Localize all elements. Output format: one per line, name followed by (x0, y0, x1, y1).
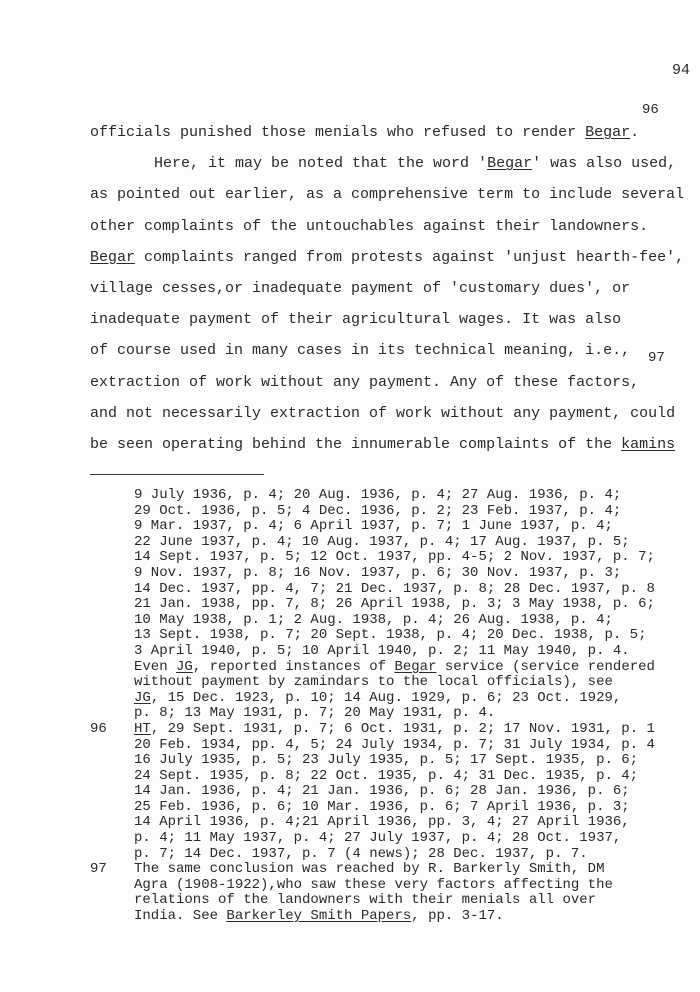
body-line-8: of course used in many cases in its technical meaning, i.e., (90, 342, 631, 360)
term-begar: Begar (585, 124, 631, 141)
term-begar: Begar (487, 155, 533, 173)
footnote-95-continued (90, 488, 700, 722)
footnotes (90, 488, 700, 925)
footnote-line: 13 Sept. 1938, p. 7; 20 Sept. 1938, p. 4; 20 Dec. 1938, p. 5; (134, 627, 647, 644)
source-jg: JG (176, 658, 193, 675)
body-line-6: village cesses,or inadequate payment of 'customary dues', or (90, 280, 631, 298)
footnote-line: India. See Barkerley Smith Papers, pp. 3-17. (134, 908, 504, 925)
footnote-line: 10 May 1938, p. 1; 2 Aug. 1938, p. 4; 26 Aug. 1938, p. 4; (134, 611, 613, 628)
body-line-3: as pointed out earlier, as a comprehensive term to include several (90, 186, 685, 204)
footnote-line: p. 8; 13 May 1931, p. 7; 20 May 1931, p. 4. (134, 705, 496, 722)
footnote-line: p. 4; 11 May 1937, p. 4; 27 July 1937, p. 4; 28 Oct. 1937, (134, 830, 622, 847)
footnote-line: Even JG, reported instances of Begar service (service rendered (134, 658, 655, 675)
footnote-line: 24 Sept. 1935, p. 8; 22 Oct. 1935, p. 4; 31 Dec. 1935, p. 4; (134, 767, 639, 784)
footnote-separator (90, 474, 264, 475)
body-line-2: Here, it may be noted that the word 'Begar' was also used, (154, 155, 677, 173)
body-line-1: officials punished those menials who refused to render Begar. 96 (90, 117, 690, 148)
footnote-line: 3 April 1940, p. 5; 10 April 1940, p. 2; 11 May 1940, p. 4. (134, 642, 630, 659)
footnote-line: JG, 15 Dec. 1923, p. 10; 14 Aug. 1929, p. 6; 23 Oct. 1929, (134, 689, 622, 706)
body-line-10: and not necessarily extraction of work without any payment, could (90, 404, 676, 422)
footnote-line: 14 Sept. 1937, p. 5; 12 Oct. 1937, pp. 4-5; 2 Nov. 1937, p. 7; (134, 549, 655, 566)
page-number: 94 (672, 62, 691, 79)
footnote-line: 29 Oct. 1936, p. 5; 4 Dec. 1936, p. 2; 23 Feb. 1937, p. 4; (134, 502, 622, 519)
footnote-line: 9 Mar. 1937, p. 4; 6 April 1937, p. 7; 1 June 1937, p. 4; (134, 518, 613, 535)
footnote-number: 96 (90, 720, 107, 737)
footnote-ref-97: 97 (648, 349, 665, 366)
body-line-9: extraction of work without any payment. Any of these factors, 97 (90, 367, 690, 398)
footnote-line: 9 July 1936, p. 4; 20 Aug. 1936, p. 4; 27 Aug. 1936, p. 4; (134, 487, 622, 503)
source-barkerley-smith-papers: Barkerley Smith Papers (226, 908, 412, 925)
body-line-11: be seen operating behind the innumerable complaints of the kamins (90, 436, 676, 454)
footnote-97 (90, 862, 700, 924)
footnote-line: The same conclusion was reached by R. Barkerly Smith, DM (134, 861, 605, 878)
source-jg: JG (134, 689, 151, 706)
footnote-line: 14 April 1936, p. 4;21 April 1936, pp. 3, 4; 27 April 1936, (134, 814, 630, 831)
term-begar: Begar (394, 658, 437, 675)
footnote-line: 14 Jan. 1936, p. 4; 21 Jan. 1936, p. 6; 28 Jan. 1936, p. 6; (134, 783, 630, 800)
footnote-line: 20 Feb. 1934, pp. 4, 5; 24 July 1934, p. 7; 31 July 1934, p. 4 (134, 736, 655, 753)
source-ht: HT (134, 720, 151, 737)
footnote-line: 14 Dec. 1937, pp. 4, 7; 21 Dec. 1937, p. 8; 28 Dec. 1937, p. 8 (134, 580, 655, 597)
footnote-line: without payment by zamindars to the local officials), see (134, 674, 613, 691)
footnote-line: p. 7; 14 Dec. 1937, p. 7 (4 news); 28 Dec. 1937, p. 7. (134, 845, 588, 862)
term-kamins: kamins (621, 436, 676, 454)
term-begar: Begar (90, 248, 136, 266)
footnote-line: 9 Nov. 1937, p. 8; 16 Nov. 1937, p. 6; 30 Nov. 1937, p. 3; (134, 564, 622, 581)
footnote-96 (90, 722, 700, 862)
body-line-5: Begar complaints ranged from protests against 'unjust hearth-fee', (90, 248, 685, 266)
footnote-line: HT, 29 Sept. 1931, p. 7; 6 Oct. 1931, p. 2; 17 Nov. 1931, p. 1 (134, 720, 655, 737)
footnote-line: 21 Jan. 1938, pp. 7, 8; 26 April 1938, p. 3; 3 May 1938, p. 6; (134, 596, 655, 613)
body-text (90, 102, 690, 460)
footnote-line: 16 July 1935, p. 5; 23 July 1935, p. 5; 17 Sept. 1935, p. 6; (134, 752, 639, 769)
body-line-4: other complaints of the untouchables against their landowners. (90, 217, 649, 235)
footnote-line: relations of the landowners with their menials all over (134, 892, 597, 909)
body-line-7: inadequate payment of their agricultural wages. It was also (90, 311, 622, 329)
footnote-number: 97 (90, 861, 107, 878)
footnote-line: 25 Feb. 1936, p. 6; 10 Mar. 1936, p. 6; 7 April 1936, p. 3; (134, 798, 630, 815)
footnote-ref-96: 96 (642, 102, 659, 118)
footnote-line: Agra (1908-1922),who saw these very factors affecting the (134, 876, 613, 893)
footnote-line: 22 June 1937, p. 4; 10 Aug. 1937, p. 4; 17 Aug. 1937, p. 5; (134, 533, 630, 550)
